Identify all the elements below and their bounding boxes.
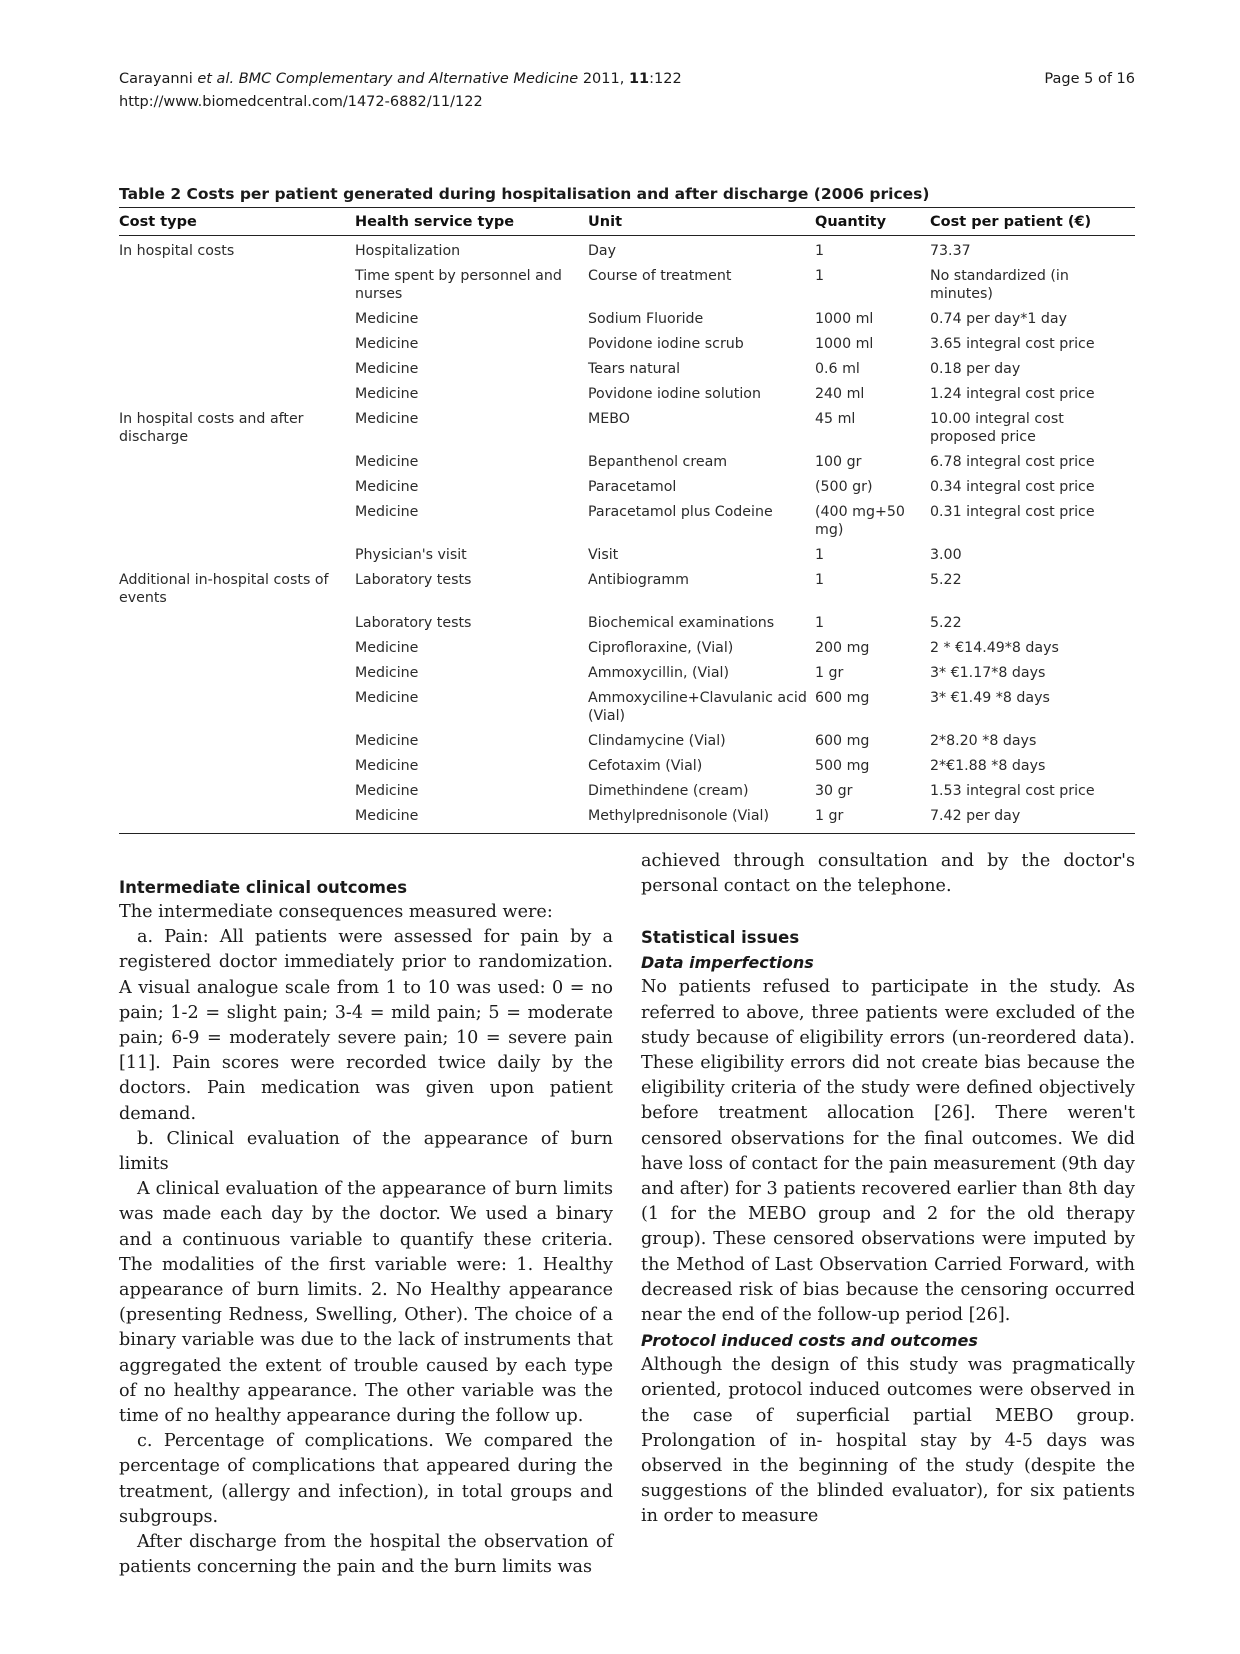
paragraph-data-imperfections: No patients refused to participate in the study. As referred to above, three patients were excluded of the study because of eligibility errors (un-reordered data). These eligibility errors did not create bias because the eligibility criteria of the study were defined objectively before treatment allocation [26]. There weren't censored observations for the final outcomes. We did have loss of contact for the pain measurement (9th day and after) for 3 patients recovered earlier than 8th day (1 for the MEBO group and 2 for the old therapy group). These censored observations were imputed by the Method of Last Observation Carried Forward, with decreased risk of bias because the censoring occurred near the end of the follow-up period [26]. [641, 977, 1135, 1326]
cell-cost-per-patient: 7.42 per day [930, 804, 1135, 834]
article-url[interactable]: http://www.biomedcentral.com/1472-6882/11/122 [119, 94, 483, 110]
cell-cost-per-patient: 0.18 per day [930, 361, 1021, 377]
cell-health-service-type: Medicine [355, 336, 419, 352]
table-row [119, 568, 1135, 611]
table-row [119, 636, 1135, 661]
paragraph-after-discharge: After discharge from the hospital the observation of patients concerning the pain and the burn limits was [119, 1532, 613, 1578]
cell-quantity: 0.6 ml [815, 361, 860, 377]
table-row [119, 611, 1135, 636]
paragraph-protocol-induced: Although the design of this study was pragmatically oriented, protocol induced outcomes were observed in the case of superficial partial MEBO group. Prolongation of in- hospital stay by 4-5 days was observed in the beginning of the study (despite the suggestions of the blinded evaluator), for six patients in order to measure [641, 1355, 1135, 1527]
cell-quantity: 500 mg [815, 758, 870, 774]
cell-quantity: 200 mg [815, 640, 870, 656]
cell-cost-type [119, 307, 355, 332]
cell-cost-type: In hospital costs [119, 243, 235, 259]
table-row [119, 686, 1135, 729]
paragraph-burn-limits-title: b. Clinical evaluation of the appearance of burn limits [119, 1128, 613, 1175]
table-row [119, 475, 1135, 500]
cell-cost-type [119, 382, 355, 407]
cell-cost-type [119, 661, 355, 686]
citation-volume: 11 [628, 71, 650, 87]
cell-cost-per-patient: 5.22 [930, 615, 962, 631]
citation-line [119, 68, 682, 91]
citation-journal: BMC Complementary and Alternative Medicine [234, 71, 579, 87]
cell-quantity: 45 ml [815, 411, 856, 427]
cell-quantity: 1 [815, 243, 825, 259]
cell-cost-type: Additional in-hospital costs of events [119, 572, 329, 606]
intro-paragraph: The intermediate consequences measured were: [119, 902, 553, 922]
cell-unit: Ciprofloraxine, (Vial) [588, 640, 734, 656]
page-number: Page 5 of 16 [1044, 71, 1135, 87]
cell-health-service-type: Hospitalization [355, 243, 461, 259]
cell-quantity: 1 [815, 615, 825, 631]
cell-unit: Povidone iodine solution [588, 386, 761, 402]
cell-unit: Tears natural [588, 361, 681, 377]
cell-cost-per-patient: 73.37 [930, 243, 971, 259]
cell-health-service-type: Medicine [355, 479, 419, 495]
table-row [119, 307, 1135, 332]
cell-cost-per-patient: 0.74 per day*1 day [930, 311, 1067, 327]
cell-cost-per-patient: 3.00 [930, 547, 962, 563]
running-header [119, 68, 682, 114]
cell-quantity: 1000 ml [815, 311, 874, 327]
cell-unit: Bepanthenol cream [588, 454, 728, 470]
cell-unit: Dimethindene (cream) [588, 783, 749, 799]
table-row [119, 264, 1135, 307]
table-row [119, 500, 1135, 543]
cell-cost-per-patient: 3* €1.17*8 days [930, 665, 1046, 681]
citation-author: Carayanni [119, 71, 198, 87]
table-body [119, 236, 1135, 834]
cell-quantity: 100 gr [815, 454, 862, 470]
cell-cost-type [119, 332, 355, 357]
cell-cost-type [119, 611, 355, 636]
column-header-health-service-type: Health service type [355, 208, 588, 236]
cell-health-service-type: Medicine [355, 665, 419, 681]
cell-cost-per-patient: 1.24 integral cost price [930, 386, 1095, 402]
cell-unit: Ammoxycillin, (Vial) [588, 665, 730, 681]
subheading-protocol-induced: Protocol induced costs and outcomes [641, 1331, 978, 1351]
cell-unit: Paracetamol [588, 479, 677, 495]
cell-cost-type [119, 500, 355, 543]
cell-unit: Ammoxyciline+Clavulanic acid (Vial) [588, 690, 807, 724]
citation-issue: :122 [649, 71, 682, 87]
cell-quantity: 240 ml [815, 386, 865, 402]
section-heading-intermediate-outcomes: Intermediate clinical outcomes [119, 878, 408, 897]
cell-health-service-type: Medicine [355, 504, 419, 520]
cell-quantity: (400 mg+50 mg) [815, 504, 905, 538]
cell-cost-per-patient: 3* €1.49 *8 days [930, 690, 1050, 706]
subheading-data-imperfections: Data imperfections [641, 953, 814, 973]
cell-quantity: 1 gr [815, 804, 930, 834]
cell-quantity: (500 gr) [815, 479, 873, 495]
cell-unit: Day [588, 243, 617, 259]
citation-year: 2011, [578, 71, 629, 87]
cell-unit: Paracetamol plus Codeine [588, 504, 773, 520]
paragraph-pain: a. Pain: All patients were assessed for pain by a registered doctor immediately prior to randomization. A visual analogue scale from 1 to 10 was used: 0 = no pain; 1-2 = slight pain; 3-4 = mild pain; 5 = moderate pain; 6-9 = moderately severe pain; 10 = severe pain [11]. Pain scores were recorded twice daily by the doctors. Pain medication was given upon patient demand. [119, 927, 613, 1124]
cell-cost-type: In hospital costs and after discharge [119, 411, 304, 445]
cell-cost-type [119, 754, 355, 779]
cell-quantity: 600 mg [815, 733, 870, 749]
cell-health-service-type: Time spent by personnel and nurses [355, 268, 562, 302]
cell-cost-type [119, 779, 355, 804]
cell-cost-type [119, 729, 355, 754]
cell-cost-per-patient: 0.31 integral cost price [930, 504, 1095, 520]
cell-cost-type [119, 804, 355, 834]
table-row [119, 236, 1135, 265]
cell-quantity: 600 mg [815, 690, 870, 706]
paragraph-complications: c. Percentage of complications. We compared the percentage of complications that appeared during the treatment, (allergy and infection), in total groups and subgroups. [119, 1431, 613, 1527]
table-row [119, 357, 1135, 382]
cell-unit: Course of treatment [588, 268, 732, 284]
cell-unit: Cefotaxim (Vial) [588, 758, 703, 774]
cost-table-container [119, 185, 1135, 834]
column-header-cost-per-patient: Cost per patient (€) [930, 208, 1135, 236]
table-row [119, 804, 1135, 834]
cell-health-service-type: Medicine [355, 311, 419, 327]
cell-quantity: 1000 ml [815, 336, 874, 352]
citation-etal: et al. [197, 71, 235, 87]
cell-unit: Sodium Fluoride [588, 311, 704, 327]
cell-cost-type [119, 686, 355, 729]
cell-health-service-type: Laboratory tests [355, 615, 472, 631]
cell-cost-per-patient: 2*€1.88 *8 days [930, 758, 1046, 774]
cell-cost-type [119, 636, 355, 661]
table-row [119, 450, 1135, 475]
table-row [119, 779, 1135, 804]
table-row [119, 382, 1135, 407]
right-text-column [641, 851, 1135, 1530]
cell-cost-per-patient: No standardized (in minutes) [930, 268, 1069, 302]
cell-health-service-type: Medicine [355, 411, 419, 427]
table-row [119, 661, 1135, 686]
table-row [119, 543, 1135, 568]
cell-health-service-type: Medicine [355, 758, 419, 774]
cell-quantity: 1 [815, 572, 825, 588]
left-text-column [119, 875, 613, 1580]
cell-cost-per-patient: 1.53 integral cost price [930, 783, 1095, 799]
column-header-cost-type: Cost type [119, 208, 355, 236]
cell-unit: Methylprednisonole (Vial) [588, 804, 815, 834]
cost-table [119, 207, 1135, 834]
table-header [119, 208, 1135, 236]
cell-quantity: 30 gr [815, 783, 853, 799]
column-header-unit: Unit [588, 208, 815, 236]
cell-quantity: 1 gr [815, 665, 844, 681]
cell-cost-per-patient: 10.00 integral cost proposed price [930, 411, 1064, 445]
section-heading-statistical-issues: Statistical issues [641, 928, 800, 948]
cell-unit: MEBO [588, 411, 630, 427]
cell-unit: Clindamycine (Vial) [588, 733, 726, 749]
table-row [119, 407, 1135, 450]
table-row [119, 754, 1135, 779]
cell-cost-type [119, 543, 355, 568]
cell-health-service-type: Laboratory tests [355, 572, 472, 588]
cell-cost-type [119, 357, 355, 382]
cell-cost-type [119, 450, 355, 475]
table-row [119, 729, 1135, 754]
cell-cost-per-patient: 2 * €14.49*8 days [930, 640, 1059, 656]
paragraph-burn-limits: A clinical evaluation of the appearance of burn limits was made each day by the doctor. We used a binary and a continuous variable to quantify these criteria. The modalities of the first variable were: 1. Healthy appearance of burn limits. 2. No Healthy appearance (presenting Redness, Swelling, Other). The choice of a binary variable was due to the lack of instruments that aggregated the extent of trouble caused by each type of no healthy appearance. The other variable was the time of no healthy appearance during the follow up. [119, 1179, 613, 1427]
cell-cost-per-patient: 5.22 [930, 572, 962, 588]
cell-health-service-type: Medicine [355, 454, 419, 470]
table-title: Table 2 Costs per patient generated during hospitalisation and after discharge (2006 prices) [119, 185, 930, 203]
cell-cost-per-patient: 2*8.20 *8 days [930, 733, 1037, 749]
paragraph-continued: achieved through consultation and by the doctor's personal contact on the telephone. [641, 851, 1135, 897]
cell-unit: Visit [588, 547, 619, 563]
cell-cost-type [119, 475, 355, 500]
cell-cost-per-patient: 3.65 integral cost price [930, 336, 1095, 352]
cell-health-service-type: Medicine [355, 690, 419, 706]
column-header-quantity: Quantity [815, 208, 930, 236]
cell-quantity: 1 [815, 268, 825, 284]
cell-cost-type [119, 264, 355, 307]
cell-health-service-type: Medicine [355, 361, 419, 377]
cell-health-service-type: Medicine [355, 783, 419, 799]
cell-health-service-type: Medicine [355, 804, 588, 834]
cell-cost-per-patient: 0.34 integral cost price [930, 479, 1095, 495]
cell-quantity: 1 [815, 547, 825, 563]
cell-health-service-type: Medicine [355, 640, 419, 656]
cell-health-service-type: Medicine [355, 386, 419, 402]
cell-health-service-type: Medicine [355, 733, 419, 749]
table-row [119, 332, 1135, 357]
cell-cost-per-patient: 6.78 integral cost price [930, 454, 1095, 470]
cell-health-service-type: Physician's visit [355, 547, 467, 563]
cell-unit: Antibiogramm [588, 572, 690, 588]
cell-unit: Povidone iodine scrub [588, 336, 744, 352]
cell-unit: Biochemical examinations [588, 615, 775, 631]
